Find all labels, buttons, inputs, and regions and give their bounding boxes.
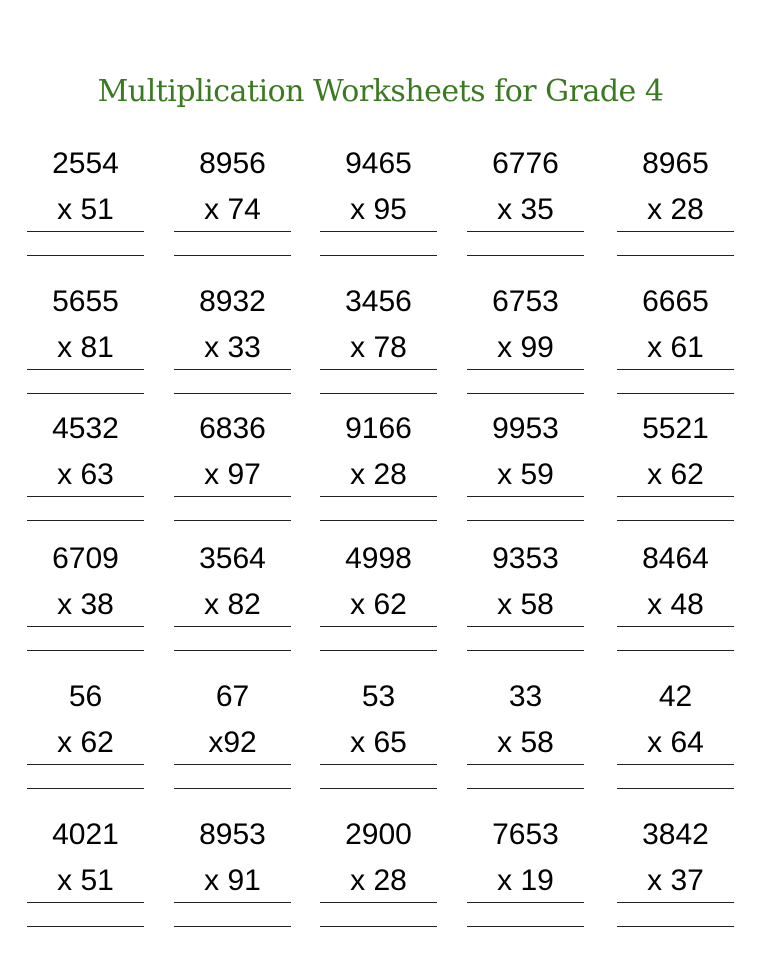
answer-line xyxy=(617,393,734,394)
product-rule-line xyxy=(27,496,144,497)
multiplicand: 5655 xyxy=(52,285,119,318)
multiplicand: 56 xyxy=(68,680,103,713)
product-rule-line xyxy=(617,369,734,370)
product-rule-line xyxy=(320,764,437,765)
answer-line xyxy=(320,788,437,789)
answer-line xyxy=(320,520,437,521)
multiplier: x 28 xyxy=(350,458,407,491)
multiplicand: 53 xyxy=(361,680,396,713)
problem-cell xyxy=(320,680,437,790)
answer-line xyxy=(467,788,584,789)
product-rule-line xyxy=(320,902,437,903)
answer-line xyxy=(174,788,291,789)
multiplicand: 9953 xyxy=(492,412,559,445)
multiplicand: 8965 xyxy=(642,147,709,180)
multiplicand: 3564 xyxy=(199,542,266,575)
multiplier: x 62 xyxy=(647,458,704,491)
product-rule-line xyxy=(320,496,437,497)
answer-line xyxy=(174,926,291,927)
product-rule-line xyxy=(467,496,584,497)
multiplicand: 6753 xyxy=(492,285,559,318)
answer-line xyxy=(617,255,734,256)
product-rule-line xyxy=(467,231,584,232)
problem-cell xyxy=(467,285,584,395)
product-rule-line xyxy=(617,496,734,497)
multiplier: x 62 xyxy=(57,726,114,759)
multiplicand: 5521 xyxy=(642,412,709,445)
problem-cell xyxy=(27,285,144,395)
problem-cell xyxy=(617,147,734,257)
answer-line xyxy=(174,255,291,256)
problem-cell xyxy=(174,285,291,395)
problem-cell xyxy=(27,542,144,652)
answer-line xyxy=(27,650,144,651)
answer-line xyxy=(467,926,584,927)
problem-cell xyxy=(174,412,291,522)
multiplier: x 35 xyxy=(497,193,554,226)
multiplicand: 4998 xyxy=(345,542,412,575)
problem-cell xyxy=(27,680,144,790)
problem-cell xyxy=(617,818,734,928)
problem-cell xyxy=(27,818,144,928)
multiplier: x 78 xyxy=(350,331,407,364)
answer-line xyxy=(174,520,291,521)
multiplicand: 67 xyxy=(215,680,250,713)
problem-cell xyxy=(27,412,144,522)
product-rule-line xyxy=(617,764,734,765)
problem-cell xyxy=(617,412,734,522)
problem-cell xyxy=(467,412,584,522)
product-rule-line xyxy=(27,902,144,903)
problem-cell xyxy=(320,147,437,257)
product-rule-line xyxy=(467,369,584,370)
multiplier: x 97 xyxy=(204,458,261,491)
problem-cell xyxy=(467,818,584,928)
answer-line xyxy=(27,520,144,521)
multiplier: x 38 xyxy=(57,588,114,621)
answer-line xyxy=(174,393,291,394)
product-rule-line xyxy=(27,764,144,765)
multiplier: x 61 xyxy=(647,331,704,364)
multiplicand: 8953 xyxy=(199,818,266,851)
answer-line xyxy=(320,393,437,394)
answer-line xyxy=(27,788,144,789)
product-rule-line xyxy=(27,626,144,627)
answer-line xyxy=(467,393,584,394)
multiplier: x 63 xyxy=(57,458,114,491)
multiplier: x 82 xyxy=(204,588,261,621)
problem-cell xyxy=(320,412,437,522)
answer-line xyxy=(320,255,437,256)
answer-line xyxy=(617,926,734,927)
multiplicand: 6709 xyxy=(52,542,119,575)
multiplicand: 8956 xyxy=(199,147,266,180)
problem-cell xyxy=(174,542,291,652)
multiplier: x 81 xyxy=(57,331,114,364)
problem-cell xyxy=(174,680,291,790)
multiplier: x 19 xyxy=(497,864,554,897)
multiplier: x 37 xyxy=(647,864,704,897)
product-rule-line xyxy=(174,231,291,232)
multiplicand: 42 xyxy=(658,680,693,713)
multiplier: x 65 xyxy=(350,726,407,759)
multiplier: x 62 xyxy=(350,588,407,621)
problem-cell xyxy=(467,147,584,257)
product-rule-line xyxy=(174,496,291,497)
answer-line xyxy=(27,393,144,394)
product-rule-line xyxy=(617,231,734,232)
problem-cell xyxy=(320,818,437,928)
problem-cell xyxy=(320,285,437,395)
multiplicand: 6776 xyxy=(492,147,559,180)
problem-cell xyxy=(467,542,584,652)
problem-cell xyxy=(320,542,437,652)
answer-line xyxy=(617,788,734,789)
worksheet-title: Multiplication Worksheets for Grade 4 xyxy=(97,74,664,109)
answer-line xyxy=(467,255,584,256)
multiplicand: 6665 xyxy=(642,285,709,318)
problem-cell xyxy=(174,818,291,928)
multiplicand: 2900 xyxy=(345,818,412,851)
multiplier: x 64 xyxy=(647,726,704,759)
multiplicand: 2554 xyxy=(52,147,119,180)
answer-line xyxy=(174,650,291,651)
multiplier: x 91 xyxy=(204,864,261,897)
problem-cell xyxy=(174,147,291,257)
multiplicand: 3842 xyxy=(642,818,709,851)
product-rule-line xyxy=(320,231,437,232)
problem-cell xyxy=(617,542,734,652)
problem-cell xyxy=(467,680,584,790)
multiplier: x 28 xyxy=(647,193,704,226)
multiplicand: 9465 xyxy=(345,147,412,180)
answer-line xyxy=(467,650,584,651)
product-rule-line xyxy=(174,764,291,765)
multiplier: x 99 xyxy=(497,331,554,364)
product-rule-line xyxy=(320,369,437,370)
answer-line xyxy=(27,255,144,256)
multiplicand: 8932 xyxy=(199,285,266,318)
product-rule-line xyxy=(467,902,584,903)
product-rule-line xyxy=(617,902,734,903)
answer-line xyxy=(27,926,144,927)
answer-line xyxy=(617,520,734,521)
problem-cell xyxy=(27,147,144,257)
multiplier: x 58 xyxy=(497,588,554,621)
answer-line xyxy=(467,520,584,521)
multiplicand: 6836 xyxy=(199,412,266,445)
multiplier: x 58 xyxy=(497,726,554,759)
problem-cell xyxy=(617,285,734,395)
multiplicand: 4532 xyxy=(52,412,119,445)
multiplicand: 7653 xyxy=(492,818,559,851)
multiplier: x 95 xyxy=(350,193,407,226)
multiplicand: 8464 xyxy=(642,542,709,575)
answer-line xyxy=(320,650,437,651)
product-rule-line xyxy=(174,626,291,627)
multiplier: x 48 xyxy=(647,588,704,621)
multiplicand: 3456 xyxy=(345,285,412,318)
product-rule-line xyxy=(174,369,291,370)
multiplier: x 51 xyxy=(57,864,114,897)
product-rule-line xyxy=(27,369,144,370)
multiplicand: 9353 xyxy=(492,542,559,575)
multiplier: x 33 xyxy=(204,331,261,364)
multiplier: x 28 xyxy=(350,864,407,897)
multiplicand: 33 xyxy=(508,680,543,713)
multiplicand: 4021 xyxy=(52,818,119,851)
multiplier: x92 xyxy=(208,726,257,759)
product-rule-line xyxy=(27,231,144,232)
product-rule-line xyxy=(467,626,584,627)
multiplier: x 74 xyxy=(204,193,261,226)
multiplier: x 59 xyxy=(497,458,554,491)
answer-line xyxy=(617,650,734,651)
product-rule-line xyxy=(174,902,291,903)
product-rule-line xyxy=(320,626,437,627)
multiplier: x 51 xyxy=(57,193,114,226)
product-rule-line xyxy=(467,764,584,765)
problem-cell xyxy=(617,680,734,790)
product-rule-line xyxy=(617,626,734,627)
answer-line xyxy=(320,926,437,927)
multiplicand: 9166 xyxy=(345,412,412,445)
